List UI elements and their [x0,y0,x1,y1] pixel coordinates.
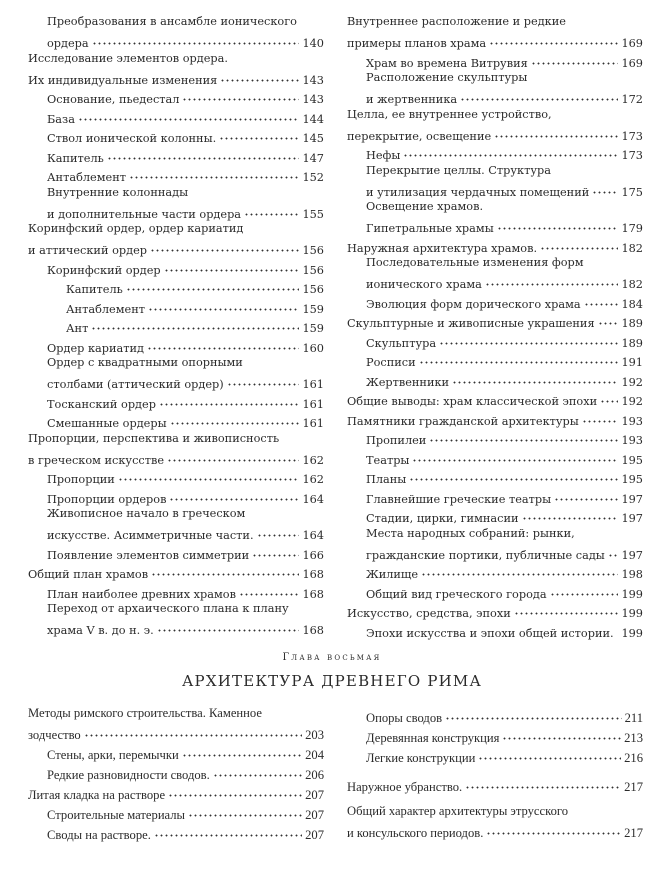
toc-page-number: 162 [302,453,324,467]
toc-entry-title: искусстве. Асимметричные части. [47,529,254,542]
toc-page-number: 168 [302,624,324,637]
toc-entry-title: Ордер кариатид [47,341,144,355]
toc-entry[interactable] [28,106,324,126]
toc-page-number: 159 [302,322,324,335]
toc-page-number: 199 [621,626,643,640]
dot-leader [598,310,619,327]
toc-entry-title: в греческом искусстве [28,453,165,467]
toc-entry[interactable] [28,561,324,581]
toc-top-left-column [28,13,324,637]
toc-entry[interactable] [347,774,643,794]
toc-entry-title: Расположение скульптуры [366,71,528,84]
toc-page-number: 197 [621,492,643,506]
toc-entry[interactable] [28,782,324,802]
dot-leader [170,410,300,427]
toc-entry-title: Своды на растворе. [47,828,151,842]
dot-leader [582,408,619,425]
toc-entry-title: гражданские портики, публичные сады [366,548,605,562]
toc-entry[interactable] [28,50,324,87]
dot-leader [486,820,621,837]
toc-entry-title: Капитель [66,283,123,296]
toc-entry-title: Стадии, цирки, гимнасии [366,512,519,525]
dot-leader [460,86,618,103]
dot-leader [465,774,621,791]
toc-entry-title: храма V в. до н. э. [47,624,154,637]
toc-entry-title: Деревянная конструкция [366,731,500,745]
toc-entry[interactable] [347,13,643,50]
dot-leader [489,30,618,47]
toc-entry-title: Эволюция форм дорического храма [366,297,581,311]
toc-entry-title: Легкие конструкции [366,751,476,765]
toc-entry[interactable] [28,13,324,50]
toc-entry[interactable] [28,257,324,277]
toc-entry[interactable] [28,705,324,742]
toc-entry-title: и аттический ордер [28,244,147,257]
toc-entry-title: Внутренние колоннады [47,185,189,199]
toc-entry-title: Эпохи искусства и эпохи общей истории. [366,626,614,640]
toc-entry[interactable] [347,525,643,562]
toc-entry-title: Ствол ионической колонны. [47,132,217,145]
toc-page-number: 143 [302,73,324,87]
toc-entry[interactable] [347,254,643,291]
dot-leader [239,581,299,598]
toc-entry[interactable] [347,291,643,311]
toc-page-number: 160 [302,341,324,355]
toc-page-number: 197 [621,548,643,562]
toc-page-number: 216 [624,751,643,765]
toc-page-number: 147 [302,151,324,165]
dot-leader [412,447,618,464]
dot-leader [84,722,302,739]
toc-entry-title: Ант [66,322,89,335]
toc-entry-title: Памятники гражданской архитектуры [347,414,579,428]
dot-leader [150,237,299,254]
toc-entry[interactable] [347,427,643,447]
dot-leader [244,201,299,218]
dot-leader [159,391,300,408]
toc-entry-title: примеры планов храма [347,37,487,50]
dot-leader [522,505,619,522]
toc-entry-title: перекрытие, освещение [347,129,492,143]
toc-entry[interactable] [28,486,324,506]
dot-leader [419,349,619,366]
toc-page-number: 169 [621,56,643,70]
toc-entry-title: Планы [366,473,407,486]
toc-entry-title: Пропорции, перспектива и живописность [28,431,280,445]
toc-entry[interactable] [28,315,324,335]
toc-entry-title: Их индивидуальные изменения [28,73,218,87]
toc-page-number: 184 [621,297,643,311]
toc-entry[interactable] [28,184,324,221]
toc-entry-title: Антаблемент [66,302,145,316]
toc-page-number: 199 [621,607,643,620]
dot-leader [452,369,618,386]
dot-leader [617,620,619,637]
dot-leader [554,486,618,503]
dot-leader [445,705,621,722]
toc-entry[interactable] [28,466,324,486]
toc-entry-title: Преобразования в ансамбле ионического [47,15,297,28]
toc-entry[interactable] [28,742,324,762]
toc-page-number: 152 [302,171,324,184]
toc-entry-title: и утилизация чердачных помещений [366,185,590,199]
toc-entry[interactable] [347,745,643,765]
dot-leader [514,600,619,617]
dot-leader [439,330,618,347]
toc-entry[interactable] [28,276,324,296]
toc-page-number: 169 [621,37,643,50]
toc-page-number: 217 [624,826,643,840]
dot-leader [148,296,299,313]
dot-leader [219,125,299,142]
toc-page-number: 206 [305,768,324,782]
toc-entry[interactable] [347,725,643,745]
toc-bottom-left-column [28,705,324,842]
toc-entry-title: Общий вид греческого города [366,587,547,601]
toc-entry-title: Скульптурные и живописные украшения [347,317,595,330]
toc-page-number: 162 [302,473,324,486]
toc-entry[interactable] [347,106,643,143]
toc-entry-title: Переход от архаического плана к плану [47,602,289,615]
toc-entry[interactable] [28,391,324,411]
dot-leader [494,123,618,140]
dot-leader [107,145,300,162]
toc-entry-title: Гипетральные храмы [366,222,494,235]
toc-entry[interactable] [347,330,643,350]
toc-entry-title: Целла, ее внутреннее устройство, [347,107,552,121]
dot-leader [429,427,618,444]
toc-entry-title: Антаблемент [47,171,126,184]
toc-page-number: 193 [621,434,643,447]
dot-leader [188,802,302,819]
toc-entry-title: и консульского периодов. [347,826,484,840]
toc-entry-title: Нефы [366,149,401,162]
toc-page-number: 166 [302,548,324,562]
dot-leader [154,822,302,839]
toc-entry[interactable] [347,388,643,408]
toc-entry-title: Тосканский ордер [47,397,156,411]
toc-page-number: 182 [621,241,643,255]
dot-leader [129,164,299,181]
toc-entry-title: Смешанные ордеры [47,417,167,430]
toc-page-number: 189 [621,336,643,350]
toc-entry[interactable] [28,296,324,316]
dot-leader [497,215,619,232]
toc-entry[interactable] [28,335,324,355]
toc-entry[interactable] [347,162,643,199]
dot-leader [168,782,302,799]
toc-entry[interactable] [347,486,643,506]
toc-entry[interactable] [28,505,324,542]
toc-entry-title: Жилище [366,568,419,581]
dot-leader [164,257,300,274]
toc-entry[interactable] [347,50,643,70]
toc-entry-title: Храм во времена Витрувия [366,56,528,70]
dot-leader [502,725,621,742]
toc-entry[interactable] [28,802,324,822]
toc-entry[interactable] [28,220,324,257]
toc-entry-title: Скульптура [366,336,437,350]
toc-entry-title: Общий характер архитектуры этрусского [347,804,569,818]
toc-entry[interactable] [347,581,643,601]
toc-entry-title: Коринфский ордер, ордер кариатид [28,222,244,235]
toc-entry-title: Пропилеи [366,434,427,447]
toc-page-number: 199 [621,587,643,601]
toc-entry[interactable] [28,410,324,430]
dot-leader [91,315,299,332]
toc-page-number: 156 [302,244,324,257]
dot-leader [421,561,618,578]
toc-page-number: 207 [305,828,324,842]
toc-entry-title: Перекрытие целлы. Структура [366,163,551,177]
toc-page-number: 159 [302,302,324,316]
toc-entry-title: Исследование элементов ордера. [28,51,228,65]
toc-entry[interactable] [28,125,324,145]
toc-page-number: 155 [302,207,324,221]
toc-entry-title: Стены, арки, перемычки [47,748,179,762]
toc-page-number: 198 [621,568,643,581]
dot-leader [167,447,299,464]
toc-entry[interactable] [28,762,324,782]
toc-entry-title: Главнейшие греческие театры [366,492,552,506]
toc-entry-title: Последовательные изменения форм [366,256,584,269]
toc-entry[interactable] [347,142,643,162]
toc-entry[interactable] [347,235,643,255]
toc-page-number: 145 [302,132,324,145]
toc-entry[interactable] [347,447,643,467]
dot-leader [92,30,300,47]
dot-leader [182,86,299,103]
toc-page-number: 195 [621,473,643,486]
toc-page-number: 197 [621,512,643,525]
toc-entry[interactable] [28,145,324,165]
dot-leader [78,106,300,123]
toc-entry[interactable] [347,620,643,640]
toc-entry-title: Живописное начало в греческом [47,507,246,520]
toc-entry[interactable] [28,86,324,106]
toc-entry[interactable] [347,803,643,840]
toc-entry-title: Театры [366,453,410,467]
toc-entry-title: Искусство, средства, эпохи [347,607,511,620]
toc-entry-title: Методы римского строительства. Каменное [28,706,262,720]
toc-entry[interactable] [347,505,643,525]
toc-entry[interactable] [347,408,643,428]
dot-leader [151,561,299,578]
toc-page-number: 213 [624,731,643,745]
dot-leader [600,388,618,405]
toc-entry-title: Ордер с квадратными опорными [47,356,243,369]
toc-page-number: 144 [302,112,324,126]
toc-entry-title: Внутреннее расположение и редкие [347,15,566,28]
toc-page-number: 161 [302,417,324,430]
toc-page-number: 156 [302,263,324,277]
toc-page-number: 156 [302,283,324,296]
toc-page-number: 179 [621,222,643,235]
toc-page-number: 211 [624,711,643,725]
toc-page-number: 172 [621,93,643,106]
toc-entry-title: План наиболее древних храмов [47,587,236,601]
toc-page-number: 173 [621,129,643,143]
toc-entry[interactable] [347,198,643,235]
dot-leader [257,522,300,539]
toc-entry[interactable] [28,581,324,601]
dot-leader [169,486,299,503]
toc-page-number: 189 [621,317,643,330]
toc-entry-title: Литая кладка на растворе [28,788,166,802]
dot-leader [252,542,299,559]
toc-page-number: 193 [621,414,643,428]
toc-page-number: 140 [302,37,324,50]
toc-page-number: 161 [302,397,324,411]
toc-page-number: 173 [621,149,643,162]
toc-page-number: 217 [624,780,643,794]
toc-entry-title: ордера [47,37,89,50]
toc-entry[interactable] [28,430,324,467]
toc-entry-title: Росписи [366,356,416,369]
toc-entry-title: Редкие разновидности сводов. [47,768,210,782]
dot-leader [478,745,621,762]
toc-entry[interactable] [28,600,324,637]
chapter-label: Глава восьмая [282,652,382,663]
dot-leader [540,235,618,252]
toc-entry-title: Пропорции [47,473,115,486]
toc-entry[interactable] [347,369,643,389]
toc-entry-title: Места народных собраний: рынки, [366,526,575,540]
toc-entry-title: и жертвенника [366,93,458,106]
dot-leader [485,271,619,288]
dot-leader [220,67,299,84]
dot-leader [213,762,302,779]
toc-entry[interactable] [347,705,643,725]
toc-entry[interactable] [28,164,324,184]
dot-leader [550,581,619,598]
toc-entry[interactable] [28,354,324,391]
toc-entry-title: Общий план храмов [28,568,149,581]
toc-page-number: 191 [621,356,643,369]
toc-page-number: 143 [302,93,324,106]
toc-page-number: 175 [621,185,643,199]
toc-entry-title: Общие выводы: храм классической эпохи [347,395,598,408]
toc-page-number: 207 [305,788,324,802]
chapter-title: АРХИТЕКТУРА ДРЕВНЕГО РИМА [181,672,483,690]
toc-entry[interactable] [28,822,324,842]
dot-leader [126,276,300,293]
toc-page-number: 164 [302,492,324,506]
toc-entry-title: Строительные материалы [47,808,186,822]
toc-entry[interactable] [347,600,643,620]
toc-entry-title: Наружное убранство. [347,780,463,794]
toc-page-number: 182 [621,278,643,291]
toc-entry-title: Основание, пьедестал [47,93,180,106]
toc-entry[interactable] [347,466,643,486]
toc-page-number: 203 [305,728,324,742]
toc-top-right-column [347,13,643,639]
toc-entry[interactable] [347,561,643,581]
toc-page-number: 161 [302,378,324,391]
toc-entry-title: ионического храма [366,278,482,291]
dot-leader [608,542,619,559]
toc-entry-title: Пропорции ордеров [47,492,167,506]
toc-page-number: 192 [621,375,643,389]
toc-entry-title: Коринфский ордер [47,263,161,277]
toc-entry-title: Появление элементов симметрии [47,548,250,562]
toc-entry-title: Жертвенники [366,375,450,389]
dot-leader [147,335,299,352]
dot-leader [157,617,300,634]
toc-entry[interactable] [347,349,643,369]
toc-entry-title: и дополнительные части ордера [47,207,242,221]
toc-entry-title: Наружная архитектура храмов. [347,241,538,255]
toc-page-number: 164 [302,529,324,542]
dot-leader [531,50,619,67]
toc-bottom-right-column [347,705,643,840]
toc-entry-title: Капитель [47,151,104,165]
toc-page-number: 168 [302,568,324,581]
toc-entry-title: Опоры сводов [366,711,443,725]
toc-page-number: 195 [621,453,643,467]
toc-entry[interactable] [28,542,324,562]
toc-entry-title: зодчество [28,728,81,742]
dot-leader [227,371,300,388]
toc-entry[interactable] [347,310,643,330]
toc-entry-title: Освещение храмов. [366,200,484,213]
toc-entry-title: столбами (аттический ордер) [47,378,224,391]
toc-page-number: 192 [621,395,643,408]
dot-leader [403,142,618,159]
dot-leader [118,466,300,483]
dot-leader [182,742,302,759]
toc-entry[interactable] [347,69,643,106]
dot-leader [409,466,618,483]
dot-leader [592,179,618,196]
toc-entry-title: База [47,112,75,126]
toc-page-number: 168 [302,587,324,601]
toc-page-number: 204 [305,748,324,762]
toc-page-number: 207 [305,808,324,822]
dot-leader [584,291,619,308]
